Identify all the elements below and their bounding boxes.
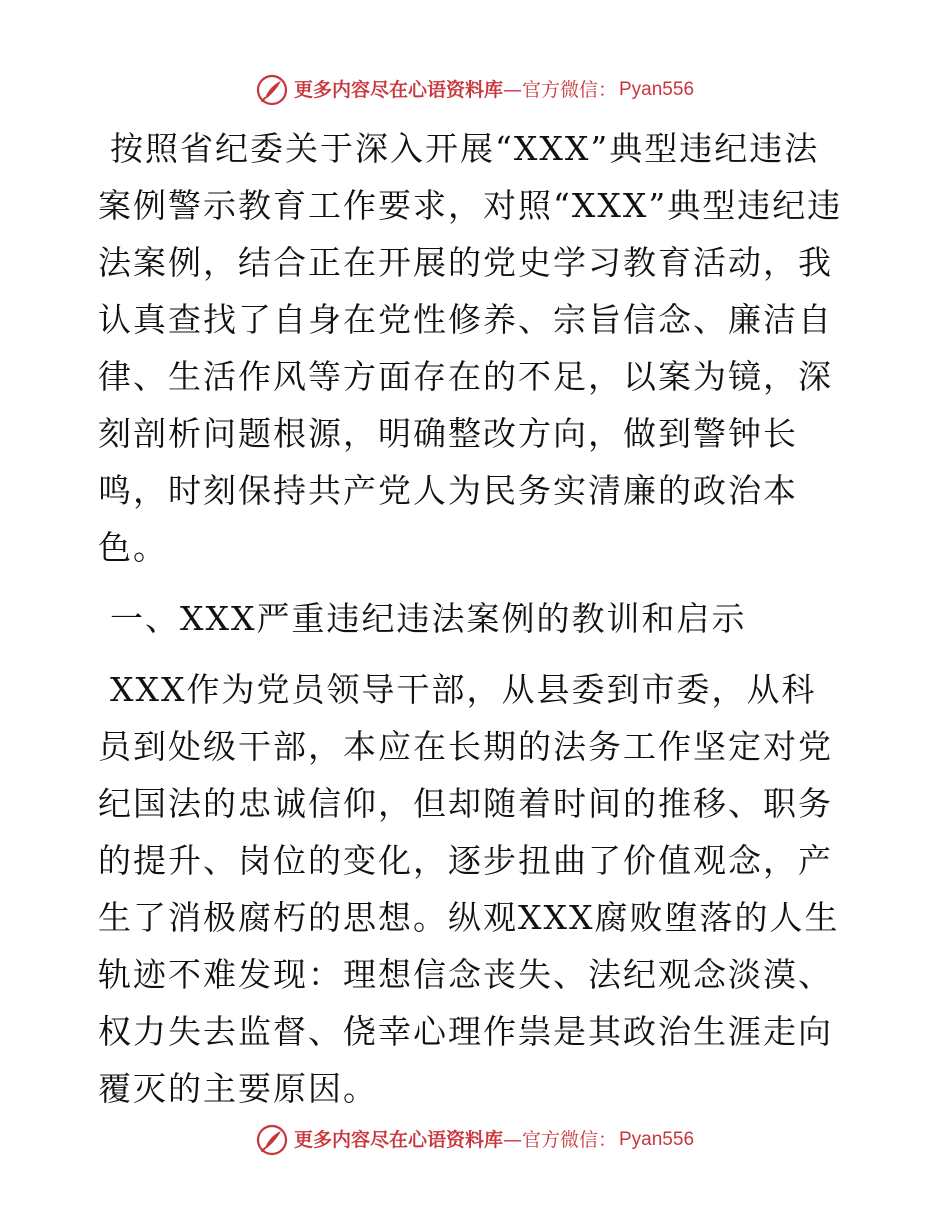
section-paragraph: XXX作为党员领导干部，从县委到市委，从科员到处级干部，本应在长期的法务工作坚定对党纪国法的忠诚信仰，但却随着时间的推移、职务的提升、岗位的变化，逐步扭曲了价值观念，产生了消极腐朽的思想。纵观XXX腐败堕落的人生轨迹不难发现：理想信念丧失、法纪观念淡漠、权力失去监督、侥幸心理作祟是其政治生涯走向覆灭的主要原因。 <box>98 670 840 1108</box>
watermark-footer <box>0 1120 950 1160</box>
document-body <box>98 120 850 1117</box>
watermark-wechat-id: Pyan556 <box>619 79 695 100</box>
watermark-official-label: 官方微信： <box>521 1129 617 1151</box>
watermark-brand: 更多内容尽在心语资料库 <box>293 1129 503 1151</box>
watermark-official-label: 官方微信： <box>521 79 617 101</box>
intro-paragraph: 按照省纪委关于深入开展“XXX”典型违纪违法案例警示教育工作要求，对照“XXX”典型违纪违法案例，结合正在开展的党史学习教育活动，我认真查找了自身在党性修养、宗旨信念、廉洁自律、生活作风等方面存在的不足，以案为镜，深刻剖析问题根源，明确整改方向，做到警钟长鸣，时刻保持共产党人为民务实清廉的政治本色。 <box>98 129 843 567</box>
watermark-wechat-id: Pyan556 <box>619 1129 695 1150</box>
feather-pen-logo-icon <box>256 74 288 106</box>
watermark-brand: 更多内容尽在心语资料库 <box>293 79 503 101</box>
watermark-dash: — <box>502 79 522 101</box>
feather-pen-logo-icon <box>256 1124 288 1156</box>
watermark-header <box>0 70 950 110</box>
section-heading: 一、XXX严重违纪违法案例的教训和启示 <box>110 599 747 638</box>
watermark-dash: — <box>502 1129 522 1151</box>
